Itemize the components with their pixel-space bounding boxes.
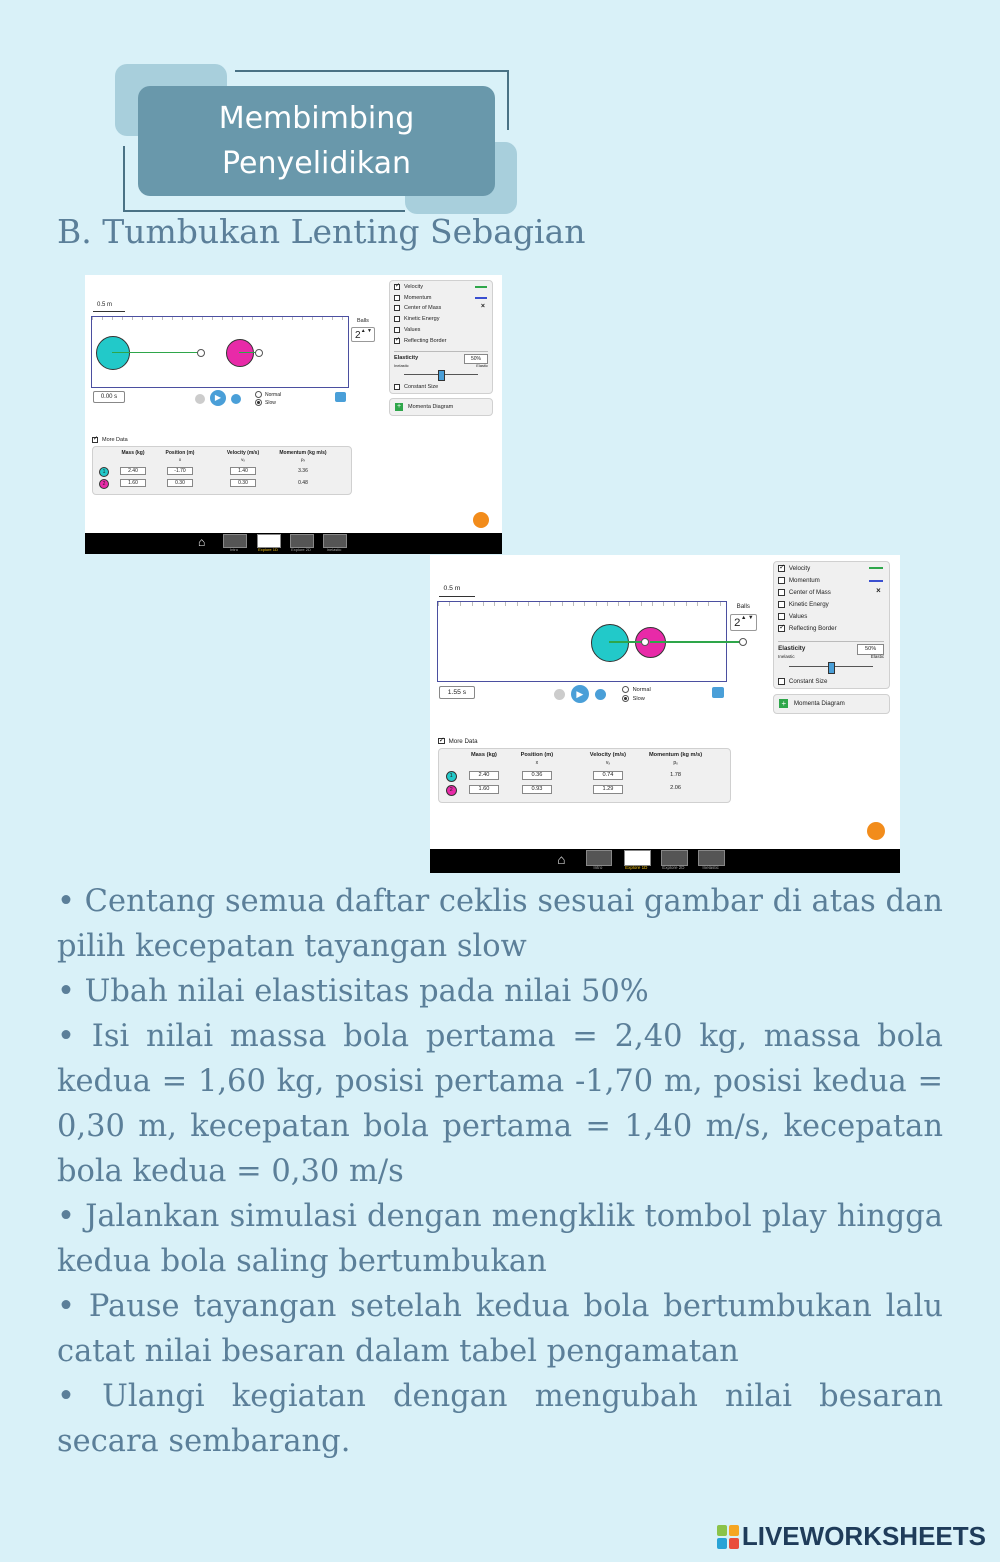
table-header: Position (m) <box>165 450 195 456</box>
tick-mark <box>162 317 163 320</box>
scale-label: 0.5 m <box>97 302 113 308</box>
home-icon[interactable]: ⌂ <box>557 851 566 867</box>
table-subheader: pₓ <box>301 457 305 462</box>
option-label: Values <box>404 326 421 333</box>
refresh-icon[interactable] <box>867 822 885 840</box>
tick-mark <box>494 602 495 605</box>
table-subheader: vₓ <box>605 759 611 766</box>
checkbox-icon[interactable] <box>92 437 98 443</box>
header-frame-line <box>123 146 125 210</box>
play-area <box>91 316 349 388</box>
tick-mark <box>584 602 585 605</box>
radio-icon <box>622 686 630 694</box>
refresh-icon[interactable] <box>473 512 489 528</box>
option-momentum[interactable] <box>394 295 432 301</box>
tab-label: Inelastic <box>326 547 342 552</box>
tick-mark <box>102 317 103 320</box>
instruction-item: • Ulangi kegiatan dengan mengubah nilai besaran secara sembarang. <box>57 1379 943 1459</box>
home-icon[interactable]: ⌂ <box>198 535 206 549</box>
inelastic-label: Inelastic <box>394 363 409 368</box>
balls-value: 2 <box>734 616 741 629</box>
momenta-diagram-label: Momenta Diagram <box>793 700 845 708</box>
elastic-label: Elastic <box>870 654 885 660</box>
momentum-legend-icon <box>869 580 883 582</box>
panel-divider <box>778 641 884 642</box>
option-kinetic-energy[interactable] <box>778 601 829 608</box>
option-label: Velocity <box>404 284 423 290</box>
tick-mark <box>122 317 123 320</box>
tick-mark <box>641 602 642 605</box>
mass-input[interactable]: 1.60 <box>120 479 146 487</box>
tick-mark <box>708 602 709 605</box>
velocity-arrow <box>112 352 200 354</box>
tick-mark <box>332 317 333 320</box>
step-forward-button[interactable] <box>595 689 606 700</box>
table-subheader: vₓ <box>241 457 245 462</box>
step-forward-button[interactable] <box>231 394 241 404</box>
more-data-checkbox[interactable] <box>438 738 478 745</box>
table-header: Position (m) <box>520 752 554 759</box>
header-line-2: Penyelidikan <box>222 146 411 181</box>
velocity-arrow <box>650 641 742 643</box>
tick-mark <box>182 317 183 320</box>
tick-mark <box>674 602 675 605</box>
momentum-value: 1.78 <box>670 771 682 778</box>
tick-mark <box>550 602 551 605</box>
mass-input[interactable]: 1.60 <box>469 785 498 794</box>
scale-bar <box>439 596 475 597</box>
tick-mark <box>242 317 243 320</box>
option-constant-size[interactable] <box>778 678 827 685</box>
option-label: Velocity <box>788 565 811 572</box>
option-label: Values <box>788 613 808 621</box>
section-title: B. Tumbukan Lenting Sebagian <box>57 212 586 251</box>
velocity-input[interactable]: 0.30 <box>230 479 256 487</box>
velocity-input[interactable]: 1.40 <box>230 467 256 475</box>
table-subheader: x <box>178 457 182 462</box>
tab-label: Explore 1D <box>625 865 648 871</box>
elasticity-value[interactable]: 50% <box>464 354 488 364</box>
option-velocity[interactable] <box>778 565 810 572</box>
elasticity-label: Elasticity <box>394 355 419 361</box>
momentum-value: 0.48 <box>298 479 308 486</box>
velocity-arrow <box>609 641 644 643</box>
tick-mark <box>302 317 303 320</box>
checkbox-icon[interactable] <box>438 738 445 745</box>
inelastic-label: Inelastic <box>778 654 795 660</box>
instruction-item: • Jalankan simulasi dengan mengklik tombol play hingga kedua bola saling bertumbukan <box>57 1199 943 1279</box>
tick-mark <box>618 602 619 605</box>
tab-intro[interactable] <box>223 534 247 548</box>
option-kinetic-energy[interactable] <box>394 316 439 322</box>
header-frame-line <box>235 70 509 72</box>
momenta-diagram-label: Momenta Diagram <box>408 404 454 410</box>
option-values[interactable] <box>394 327 420 333</box>
checkbox-icon[interactable] <box>778 577 785 584</box>
tick-mark <box>720 602 721 605</box>
panel-divider <box>394 351 488 352</box>
balls-label: Balls <box>357 318 369 324</box>
tick-mark <box>252 317 253 320</box>
velocity-legend-icon <box>869 567 883 569</box>
option-label: Reflecting Border <box>404 337 447 344</box>
scale-label: 0.5 m <box>443 585 461 593</box>
ball-2-icon: 2 <box>99 479 109 489</box>
balls-value: 2 <box>355 330 361 341</box>
simulation-screenshot-1 <box>85 275 502 554</box>
checkbox-icon[interactable] <box>778 589 785 596</box>
spinner-arrows-icon: ▲ ▼ <box>740 614 754 621</box>
elasticity-slider-thumb[interactable] <box>828 662 836 674</box>
tab-intro[interactable] <box>586 850 613 866</box>
tick-mark <box>142 317 143 320</box>
instructions <box>57 879 943 1464</box>
table-header: Mass (kg) <box>121 450 145 456</box>
scale-bar <box>93 311 125 312</box>
tab-explore-1d[interactable] <box>624 850 651 866</box>
reset-button[interactable] <box>335 392 346 402</box>
tick-mark <box>282 317 283 320</box>
tick-mark <box>438 602 439 605</box>
center-of-mass-icon: × <box>480 303 485 310</box>
tick-mark <box>232 317 233 320</box>
instruction-item: • Ubah nilai elastisitas pada nilai 50% <box>57 974 649 1009</box>
speed-slow-label: Slow <box>265 399 276 406</box>
velocity-input[interactable]: 1.29 <box>593 785 622 794</box>
mass-input[interactable]: 2.40 <box>120 467 146 475</box>
checkbox-icon[interactable] <box>394 284 400 290</box>
elastic-label: Elastic <box>476 363 488 368</box>
option-center-of-mass[interactable] <box>778 589 831 596</box>
tick-mark <box>697 602 698 605</box>
momentum-value: 3.36 <box>298 467 308 474</box>
table-header: Mass (kg) <box>470 752 497 759</box>
speed-slow-radio[interactable] <box>255 399 276 406</box>
options-panel <box>389 280 493 394</box>
tick-mark <box>212 317 213 320</box>
bottom-navigation-bar <box>430 849 900 873</box>
tick-mark <box>528 602 529 605</box>
tick-mark <box>172 317 173 320</box>
checkbox-icon[interactable] <box>778 601 785 608</box>
tick-mark <box>607 602 608 605</box>
options-panel <box>773 561 890 689</box>
instruction-item: • Pause tayangan setelah kedua bola bertumbukan lalu catat nilai besaran dalam tabel pengamatan <box>57 1289 943 1369</box>
plus-icon: + <box>779 699 788 708</box>
tab-label: Explore 2D <box>662 865 685 871</box>
data-table <box>438 748 731 803</box>
reset-button[interactable] <box>712 687 724 698</box>
balls-spinner[interactable] <box>351 327 375 342</box>
momenta-diagram-button[interactable] <box>773 694 890 714</box>
tab-label: Intro <box>229 547 238 552</box>
velocity-handle[interactable] <box>739 638 748 647</box>
time-value: 0.00 s <box>100 394 118 400</box>
header-line-1: Membimbing <box>218 101 415 136</box>
logo-text: LIVEWORKSHEETS <box>741 1521 986 1551</box>
header-box <box>138 86 495 196</box>
simulation-screenshot-2 <box>430 555 900 873</box>
table-subheader: x <box>535 759 539 766</box>
step-back-button[interactable] <box>195 394 205 404</box>
checkbox-icon[interactable] <box>394 384 400 390</box>
time-value: 1.55 s <box>447 688 467 696</box>
radio-selected-icon <box>622 695 630 703</box>
tick-mark <box>562 602 563 605</box>
tick-mark <box>112 317 113 320</box>
speed-slow-radio[interactable] <box>622 695 645 703</box>
velocity-handle[interactable] <box>197 349 205 357</box>
momenta-diagram-button[interactable] <box>389 398 493 416</box>
elasticity-label: Elasticity <box>778 645 806 653</box>
tab-explore-1d[interactable] <box>257 534 281 548</box>
data-table <box>92 446 352 495</box>
option-momentum[interactable] <box>778 577 820 584</box>
tick-mark <box>312 317 313 320</box>
tick-mark <box>272 317 273 320</box>
tab-label: Explore 2D <box>291 547 311 552</box>
table-header: Velocity (m/s) <box>226 450 260 456</box>
checkbox-icon[interactable] <box>778 625 785 632</box>
tick-mark <box>132 317 133 320</box>
balls-label: Balls <box>736 603 750 611</box>
instruction-item: • Isi nilai massa bola pertama = 2,40 kg, massa bola kedua = 1,60 kg, posisi pertama -1,70 m, posisi kedua = 0,30 m, kecepatan bola pertama = 1,40 m/s, kecepatan bola kedua = 0,30 m/s <box>57 1019 943 1189</box>
tab-explore-2d[interactable] <box>290 534 314 548</box>
checkbox-icon[interactable] <box>778 565 785 572</box>
velocity-legend-icon <box>475 286 487 288</box>
more-data-label: More Data <box>102 437 128 443</box>
checkbox-icon[interactable] <box>394 305 400 311</box>
tick-mark <box>192 317 193 320</box>
option-label: Momentum <box>788 577 820 585</box>
speed-normal-label: Normal <box>265 391 282 398</box>
tick-mark <box>505 602 506 605</box>
option-label: Momentum <box>404 294 432 301</box>
tick-mark <box>460 602 461 605</box>
option-velocity[interactable] <box>394 284 423 290</box>
tab-inelastic[interactable] <box>698 850 725 866</box>
tick-mark <box>629 602 630 605</box>
tick-mark <box>652 602 653 605</box>
tab-label: Intro <box>593 865 603 871</box>
tick-mark <box>539 602 540 605</box>
speed-normal-radio[interactable] <box>255 391 281 398</box>
logo-icon <box>717 1525 739 1549</box>
tab-label: Inelastic <box>702 865 719 871</box>
tab-explore-2d[interactable] <box>661 850 688 866</box>
instruction-item: • Centang semua daftar ceklis sesuai gambar di atas dan pilih kecepatan tayangan slow <box>57 884 943 964</box>
option-label: Reflecting Border <box>788 625 837 633</box>
balls-spinner[interactable] <box>730 614 757 631</box>
speed-normal-label: Normal <box>632 686 651 693</box>
option-center-of-mass[interactable] <box>394 305 441 311</box>
table-header: Velocity (m/s) <box>589 752 627 759</box>
table-header: Momentum (kg m/s) <box>279 450 327 456</box>
tick-mark <box>92 317 93 320</box>
option-label: Kinetic Energy <box>404 316 440 323</box>
table-subheader: pₓ <box>673 759 678 766</box>
momentum-legend-icon <box>475 297 487 299</box>
checkbox-icon[interactable] <box>778 613 785 620</box>
tick-mark <box>449 602 450 605</box>
tick-mark <box>342 317 343 320</box>
checkbox-icon[interactable] <box>778 678 785 685</box>
play-button[interactable]: ▶ <box>210 390 226 406</box>
tick-mark <box>663 602 664 605</box>
position-input[interactable]: 0.30 <box>167 479 193 487</box>
spinner-arrows-icon: ▲ ▼ <box>360 328 372 334</box>
plus-icon: + <box>396 403 402 410</box>
header-frame-line <box>507 70 509 130</box>
tick-mark <box>483 602 484 605</box>
time-display <box>439 686 475 699</box>
speed-normal-radio[interactable] <box>622 686 651 694</box>
play-button[interactable]: ▶ <box>571 685 589 703</box>
position-input[interactable]: -1.70 <box>167 467 193 475</box>
ball-2-icon: 2 <box>446 785 457 796</box>
option-constant-size[interactable] <box>394 384 438 390</box>
option-reflecting-border[interactable] <box>394 338 447 344</box>
option-values[interactable] <box>778 613 807 620</box>
position-input[interactable]: 0.93 <box>522 785 551 794</box>
more-data-label: More Data <box>448 737 478 745</box>
radio-selected-icon <box>255 399 262 406</box>
radio-icon <box>255 391 262 398</box>
bottom-navigation-bar <box>85 533 502 554</box>
tick-mark <box>596 602 597 605</box>
ball-1-icon: 1 <box>99 467 109 477</box>
checkbox-icon[interactable] <box>394 338 400 344</box>
position-input[interactable]: 0.36 <box>522 771 551 780</box>
tab-inelastic[interactable] <box>323 534 347 548</box>
momentum-value: 2.06 <box>670 785 682 792</box>
option-label: Constant Size <box>404 384 439 390</box>
table-header: Momentum (kg m/s) <box>648 752 703 759</box>
tick-mark <box>322 317 323 320</box>
tick-mark <box>573 602 574 605</box>
tick-mark <box>517 602 518 605</box>
checkbox-icon[interactable] <box>394 316 400 322</box>
option-label: Center of Mass <box>404 305 442 312</box>
velocity-input[interactable]: 0.74 <box>593 771 622 780</box>
option-label: Kinetic Energy <box>788 601 829 609</box>
ball-1-icon: 1 <box>446 771 457 782</box>
more-data-checkbox[interactable] <box>92 437 128 443</box>
option-reflecting-border[interactable] <box>778 625 837 632</box>
tick-mark <box>262 317 263 320</box>
time-display <box>93 391 125 403</box>
center-of-mass-icon: × <box>876 586 881 596</box>
play-area <box>437 601 728 682</box>
tick-mark <box>472 602 473 605</box>
mass-input[interactable]: 2.40 <box>469 771 498 780</box>
option-label: Constant Size <box>788 677 828 685</box>
tick-mark <box>202 317 203 320</box>
tick-mark <box>686 602 687 605</box>
speed-slow-label: Slow <box>632 695 645 702</box>
tick-mark <box>152 317 153 320</box>
tab-label: Explore 1D <box>258 547 278 552</box>
elasticity-value[interactable]: 50% <box>857 644 884 655</box>
liveworksheets-logo <box>717 1521 986 1552</box>
elasticity-slider-thumb[interactable] <box>438 370 445 381</box>
tick-mark <box>222 317 223 320</box>
velocity-handle[interactable] <box>255 349 263 357</box>
tick-mark <box>292 317 293 320</box>
checkbox-icon[interactable] <box>394 295 400 301</box>
option-label: Center of Mass <box>788 589 831 597</box>
step-back-button[interactable] <box>554 689 565 700</box>
checkbox-icon[interactable] <box>394 327 400 333</box>
